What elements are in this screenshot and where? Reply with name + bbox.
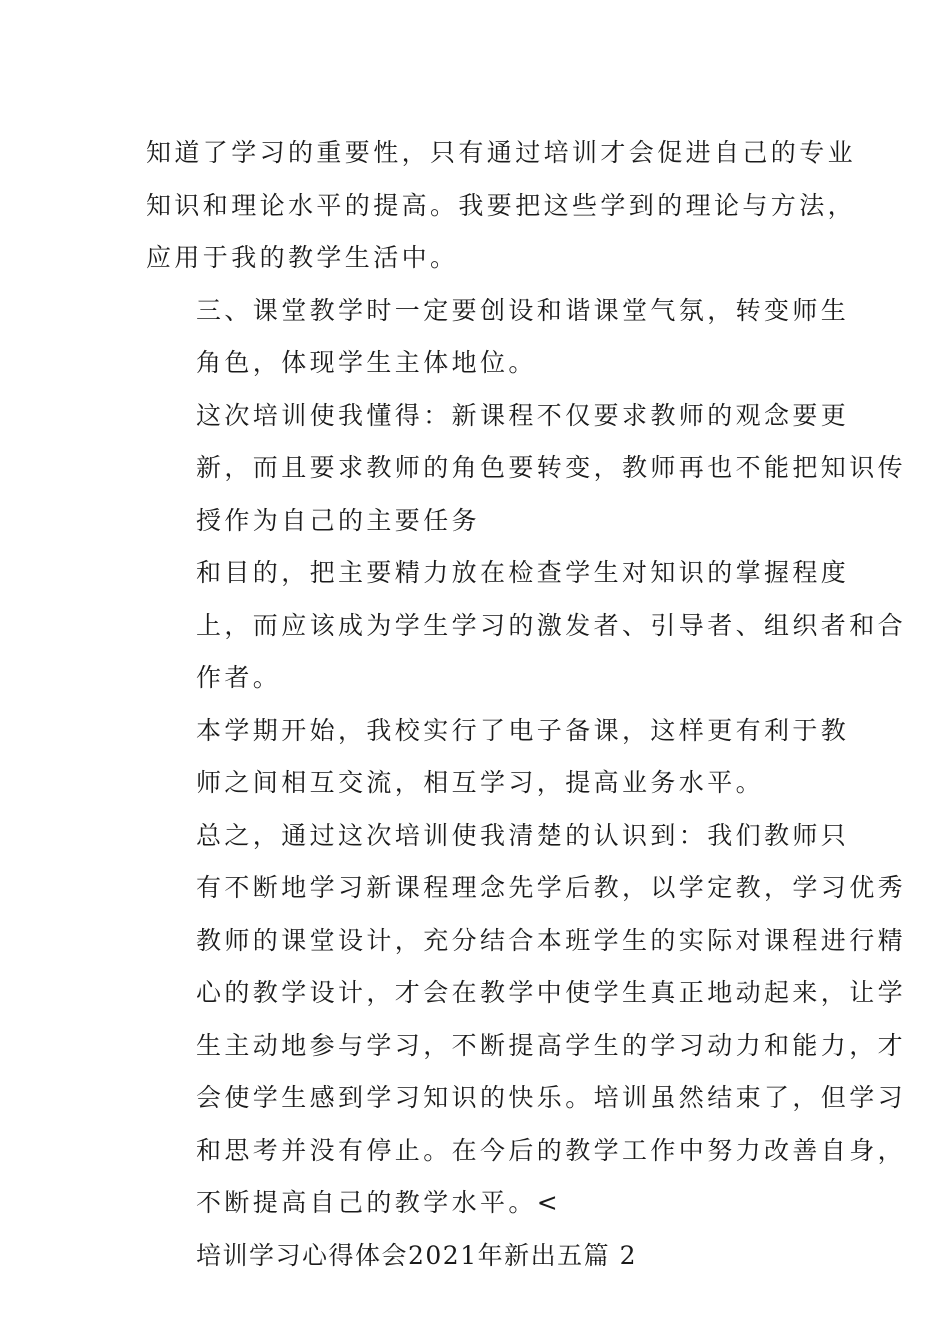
text-line: 应用于我的教学生活中。 [146,243,459,272]
text-line: 和目的，把主要精力放在检查学生对知识的掌握程度 [196,558,850,587]
text-line: 这次培训使我懂得：新课程不仅要求教师的观念要更 [196,400,850,430]
text-line: 总之，通过这次培训使我清楚的认识到：我们教师只 [196,820,850,850]
text-line: 会使学生感到学习知识的快乐。培训虽然结束了，但学习 [196,1083,907,1112]
paragraph [146,705,850,810]
text-line: 角色，体现学生主体地位。 [196,348,537,377]
text-line: 知道了学习的重要性，只有通过培训才会促进自己的专业 [146,138,857,167]
text-line: 心的教学设计，才会在教学中使学生真正地动起来，让学 [196,978,907,1007]
paragraph [146,127,857,285]
paragraph [146,810,907,1230]
text-line: 有不断地学习新课程理念先学后教，以学定教，学习优秀 [196,873,907,902]
paragraph [146,285,850,390]
paragraph [146,547,907,705]
text-line: 新，而且要求教师的角色要转变，教师再也不能把知识传 [196,453,907,482]
text-line: 知识和理论水平的提高。我要把这些学到的理论与方法， [146,190,857,220]
paragraph [146,390,907,548]
section-heading: 培训学习心得体会2021年新出五篇 2 [196,1240,637,1270]
text-line: 生主动地参与学习，不断提高学生的学习动力和能力，才 [196,1030,907,1060]
text-line: 三、课堂教学时一定要创设和谐课堂气氛，转变师生 [196,295,850,325]
text-line: 本学期开始，我校实行了电子备课，这样更有利于教 [196,715,850,745]
text-line: 作者。 [196,663,282,692]
text-line: 上，而应该成为学生学习的激发者、引导者、组织者和合 [196,610,907,640]
text-line: 教师的课堂设计，充分结合本班学生的实际对课程进行精 [196,925,907,955]
text-line: 授作为自己的主要任务 [196,505,481,535]
text-line: 不断提高自己的教学水平。< [196,1188,562,1217]
text-line: 和思考并没有停止。在今后的教学工作中努力改善自身， [196,1135,907,1165]
text-line: 师之间相互交流，相互学习，提高业务水平。 [196,768,765,797]
document-body [146,127,907,1282]
